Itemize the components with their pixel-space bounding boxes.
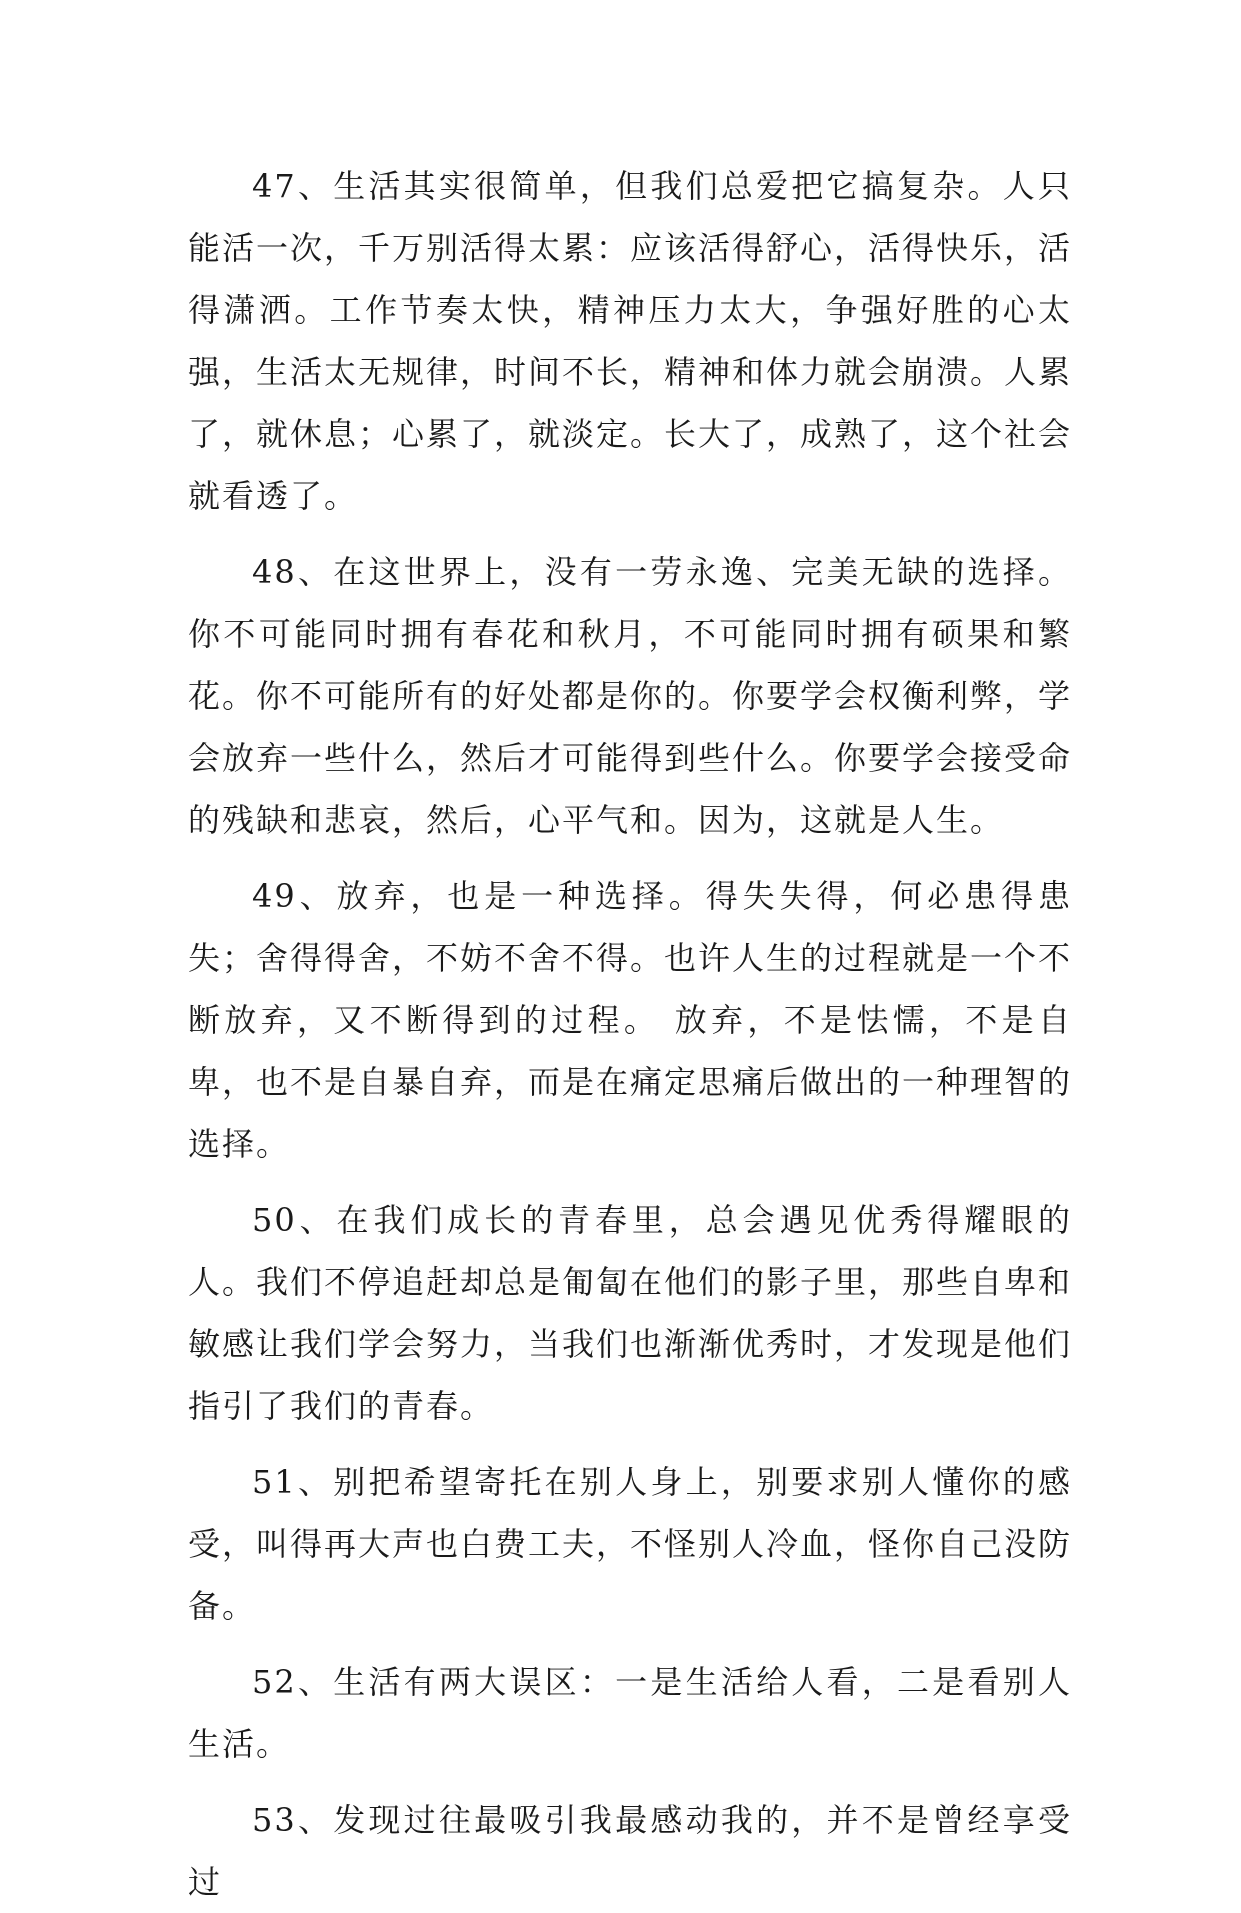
paragraph-50: 50、在我们成长的青春里，总会遇见优秀得耀眼的人。我们不停追赶却总是匍匐在他们的影子里，那些自卑和敏感让我们学会努力，当我们也渐渐优秀时，才发现是他们指引了我们的青春。: [188, 1201, 1073, 1425]
paragraph-51: 51、别把希望寄托在别人身上，别要求别人懂你的感受，叫得再大声也白费工夫，不怪别人冷血，怪你自己没防备。: [188, 1463, 1073, 1625]
paragraph-48: 48、在这世界上，没有一劳永逸、完美无缺的选择。你不可能同时拥有春花和秋月，不可能同时拥有硕果和繁花。你不可能所有的好处都是你的。你要学会权衡利弊，学会放弃一些什么，然后才可能得到些什么。你要学会接受命的残缺和悲哀，然后，心平气和。因为，这就是人生。: [188, 553, 1073, 839]
paragraph-49: 49、放弃，也是一种选择。得失失得，何必患得患失；舍得得舍，不妨不舍不得。也许人生的过程就是一个不断放弃，又不断得到的过程。 放弃，不是怯懦，不是自卑，也不是自暴自弃，而是在痛定思痛后做出的一种理智的选择。: [188, 877, 1073, 1163]
document-body: [188, 155, 1072, 1913]
paragraph-53: 53、发现过往最吸引我最感动我的，并不是曾经享受过: [188, 1801, 1072, 1901]
paragraph-47: 47、生活其实很简单，但我们总爱把它搞复杂。人只能活一次，千万别活得太累：应该活得舒心，活得快乐，活得潇洒。工作节奏太快，精神压力太大，争强好胜的心太强，生活太无规律，时间不长，精神和体力就会崩溃。人累了，就休息；心累了，就淡定。长大了，成熟了，这个社会就看透了。: [188, 167, 1073, 515]
paragraph-52: 52、生活有两大误区：一是生活给人看，二是看别人生活。: [188, 1663, 1072, 1763]
